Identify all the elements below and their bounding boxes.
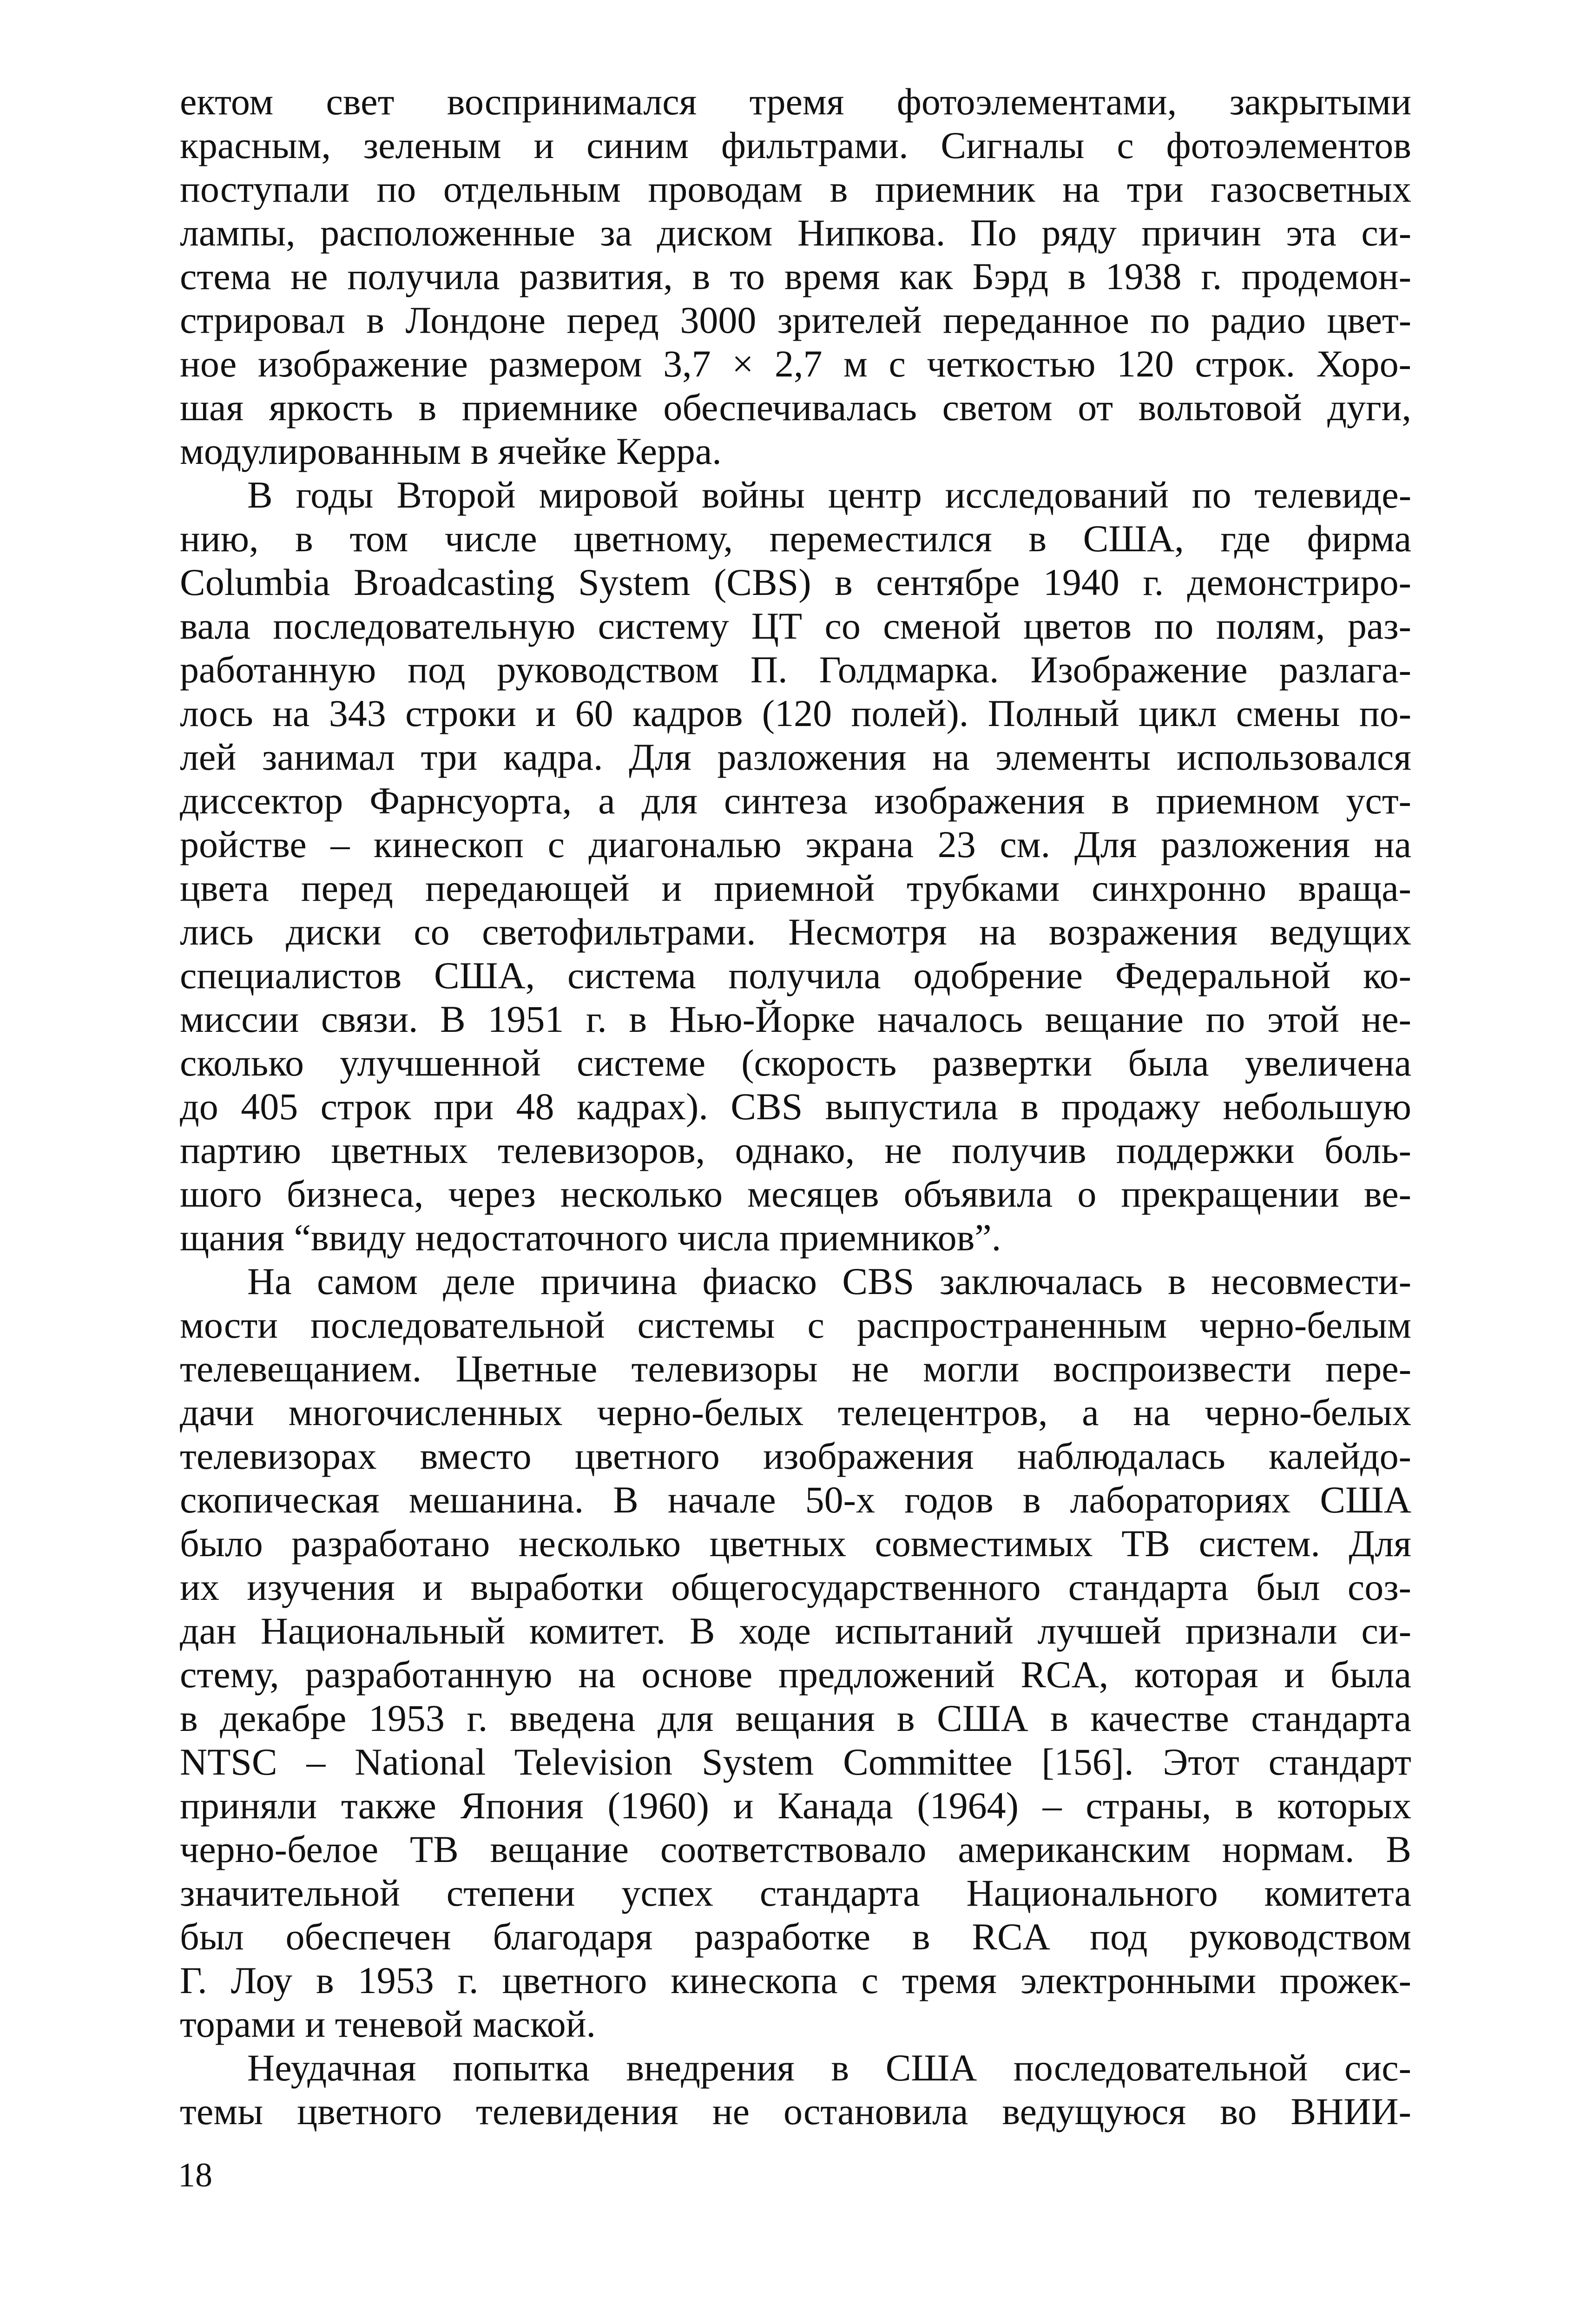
page-number: 18 [178, 2156, 212, 2194]
text-line: работанную под руководством П. Голдмарка. Изображение разлага- [180, 648, 1411, 691]
text-line: цвета перед передающей и приемной трубками синхронно враща- [180, 867, 1411, 909]
text-line: до 405 строк при 48 кадрах). CBS выпустила в продажу небольшую [180, 1085, 1411, 1128]
text-line: NTSC – National Television System Committee [156]. Этот стандарт [180, 1741, 1411, 1783]
text-line: поступали по отдельным проводам в приемник на три газосветных [180, 168, 1411, 210]
text-line: шая яркость в приемнике обеспечивалась светом от вольтовой дуги, [180, 386, 1411, 429]
paragraph [180, 80, 1411, 473]
paragraph [180, 473, 1411, 1260]
text-line: модулированным в ячейке Керра. [180, 430, 722, 472]
text-line: шого бизнеса, через несколько месяцев объявила о прекращении ве- [180, 1173, 1411, 1215]
text-line: лей занимал три кадра. Для разложения на элементы использовался [180, 736, 1411, 778]
paragraph [180, 1260, 1411, 2046]
text-line: значительной степени успех стандарта Национального комитета [180, 1872, 1411, 1914]
text-line: стрировал в Лондоне перед 3000 зрителей переданное по радио цвет- [180, 299, 1411, 341]
text-line: Columbia Broadcasting System (CBS) в сентябре 1940 г. демонстриро- [180, 561, 1411, 603]
text-line: телевизорах вместо цветного изображения наблюдалась калейдо- [180, 1435, 1411, 1477]
paragraph [180, 2046, 1411, 2133]
text-line: В годы Второй мировой войны центр исследований по телевиде- [247, 474, 1411, 516]
text-line: Г. Лоу в 1953 г. цветного кинескопа с тремя электронными прожек- [180, 1959, 1411, 2001]
text-line: темы цветного телевидения не остановила ведущуюся во ВНИИ- [180, 2090, 1411, 2133]
text-line: миссии связи. В 1951 г. в Нью-Йорке началось вещание по этой не- [180, 998, 1411, 1040]
text-line: лись диски со светофильтрами. Несмотря на возражения ведущих [180, 911, 1411, 953]
text-line: было разработано несколько цветных совместимых ТВ систем. Для [180, 1522, 1411, 1565]
text-line: специалистов США, система получила одобрение Федеральной ко- [180, 954, 1411, 997]
text-line: партию цветных телевизоров, однако, не получив поддержки боль- [180, 1129, 1411, 1171]
body-text [180, 80, 1411, 2133]
text-line: был обеспечен благодаря разработке в RCA под руководством [180, 1915, 1411, 1958]
text-line: вала последовательную систему ЦТ со сменой цветов по полям, раз- [180, 605, 1411, 647]
text-line: Неудачная попытка внедрения в США последовательной сис- [247, 2047, 1411, 2089]
text-line: щания “ввиду недостаточного числа приемников”. [180, 1216, 1001, 1259]
text-line: приняли также Япония (1960) и Канада (1964) – страны, в которых [180, 1784, 1411, 1827]
text-line: нию, в том числе цветному, переместился в США, где фирма [180, 517, 1411, 560]
text-line: торами и теневой маской. [180, 2003, 596, 2045]
text-line: дачи многочисленных черно-белых телецентров, а на черно-белых [180, 1391, 1411, 1433]
text-line: ройстве – кинескоп с диагональю экрана 23 см. Для разложения на [180, 823, 1411, 865]
text-line: ное изображение размером 3,7 × 2,7 м с четкостью 120 строк. Хоро- [180, 343, 1411, 385]
text-line: ектом свет воспринимался тремя фотоэлементами, закрытыми [180, 80, 1411, 123]
text-line: мости последовательной системы с распространенным черно-белым [180, 1304, 1411, 1346]
text-line: стема не получила развития, в то время как Бэрд в 1938 г. продемон- [180, 255, 1411, 297]
text-line: лампы, расположенные за диском Нипкова. По ряду причин эта си- [180, 211, 1411, 254]
text-line: телевещанием. Цветные телевизоры не могли воспроизвести пере- [180, 1347, 1411, 1390]
text-line: скопическая мешанина. В начале 50-х годов в лабораториях США [180, 1479, 1411, 1521]
text-line: диссектор Фарнсуорта, а для синтеза изображения в приемном уст- [180, 779, 1411, 822]
text-line: в декабре 1953 г. введена для вещания в США в качестве стандарта [180, 1697, 1411, 1739]
text-line: красным, зеленым и синим фильтрами. Сигналы с фотоэлементов [180, 124, 1411, 166]
text-line: сколько улучшенной системе (скорость развертки была увеличена [180, 1042, 1411, 1084]
text-line: черно-белое ТВ вещание соответствовало американским нормам. В [180, 1828, 1411, 1870]
text-line: На самом деле причина фиаско CBS заключалась в несовмести- [247, 1260, 1411, 1302]
text-line: их изучения и выработки общегосударственного стандарта был соз- [180, 1566, 1411, 1608]
text-line: дан Национальный комитет. В ходе испытаний лучшей признали си- [180, 1610, 1411, 1652]
text-line: стему, разработанную на основе предложений RCA, которая и была [180, 1653, 1411, 1696]
text-line: лось на 343 строки и 60 кадров (120 полей). Полный цикл смены по- [180, 692, 1411, 734]
